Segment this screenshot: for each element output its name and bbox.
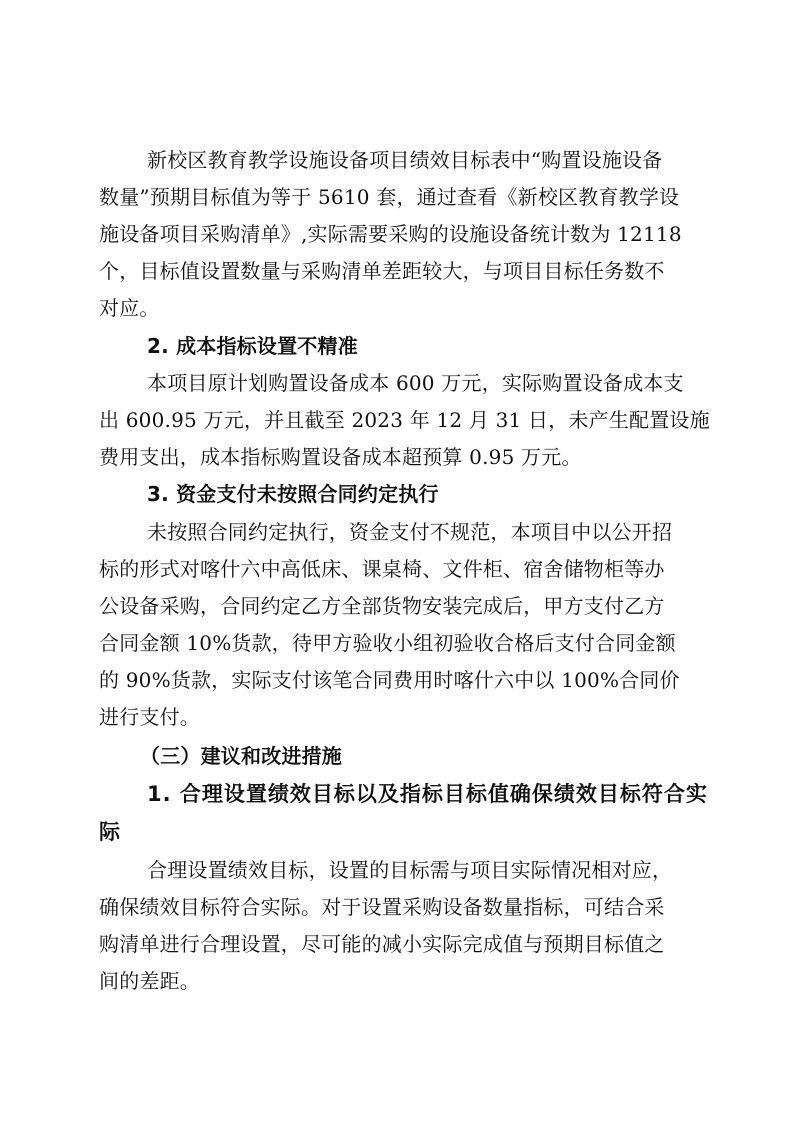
para4-line1: 合理设置绩效目标，设置的目标需与项目实际情况相对应，	[147, 858, 673, 882]
para4-line2: 确保绩效目标符合实际。对于设置采购设备数量指标，可结合采	[99, 895, 665, 919]
para4-line3: 购清单进行合理设置，尽可能的减小实际完成值与预期目标值之	[99, 932, 665, 956]
para1-line3: 施设备项目采购清单》,实际需要采购的设施设备统计数为 12118	[99, 222, 682, 246]
heading-cost-indicator: 2. 成本指标设置不精准	[147, 334, 358, 358]
para3-line2: 标的形式对喀什六中高低床、课桌椅、文件柜、宿舍储物柜等办	[99, 557, 665, 581]
para1-line2: 数量”预期目标值为等于 5610 套，通过查看《新校区教育教学设	[99, 185, 680, 209]
para3-line1: 未按照合同约定执行，资金支付不规范，本项目中以公开招	[147, 520, 673, 544]
para1-line1: 新校区教育教学设施设备项目绩效目标表中“购置设施设备	[147, 148, 663, 172]
subheading-line1: 1. 合理设置绩效目标以及指标目标值确保绩效目标符合实	[147, 782, 708, 806]
heading-fund-payment: 3. 资金支付未按照合同约定执行	[147, 482, 439, 506]
para2-line2: 出 600.95 万元，并且截至 2023 年 12 月 31 日，未产生配置设施	[99, 408, 710, 432]
para4-line4: 间的差距。	[99, 969, 200, 993]
para2-line1: 本项目原计划购置设备成本 600 万元，实际购置设备成本支	[147, 371, 684, 395]
para3-line3: 公设备采购，合同约定乙方全部货物安装完成后，甲方支付乙方	[99, 594, 665, 618]
subheading-line2: 际	[99, 820, 121, 844]
para3-line5: 的 90%货款，实际支付该笔合同费用时喀什六中以 100%合同价	[99, 668, 680, 692]
para3-line4: 合同金额 10%货款，待甲方验收小组初验收合格后支付合同金额	[99, 631, 676, 655]
section-heading-suggestions: （三）建议和改进措施	[140, 744, 342, 768]
para1-line4: 个，目标值设置数量与采购清单差距较大，与项目目标任务数不	[99, 259, 665, 283]
para1-line5: 对应。	[99, 296, 160, 320]
para2-line3: 费用支出，成本指标购置设备成本超预算 0.95 万元。	[99, 445, 582, 469]
para3-line6: 进行支付。	[99, 705, 200, 729]
